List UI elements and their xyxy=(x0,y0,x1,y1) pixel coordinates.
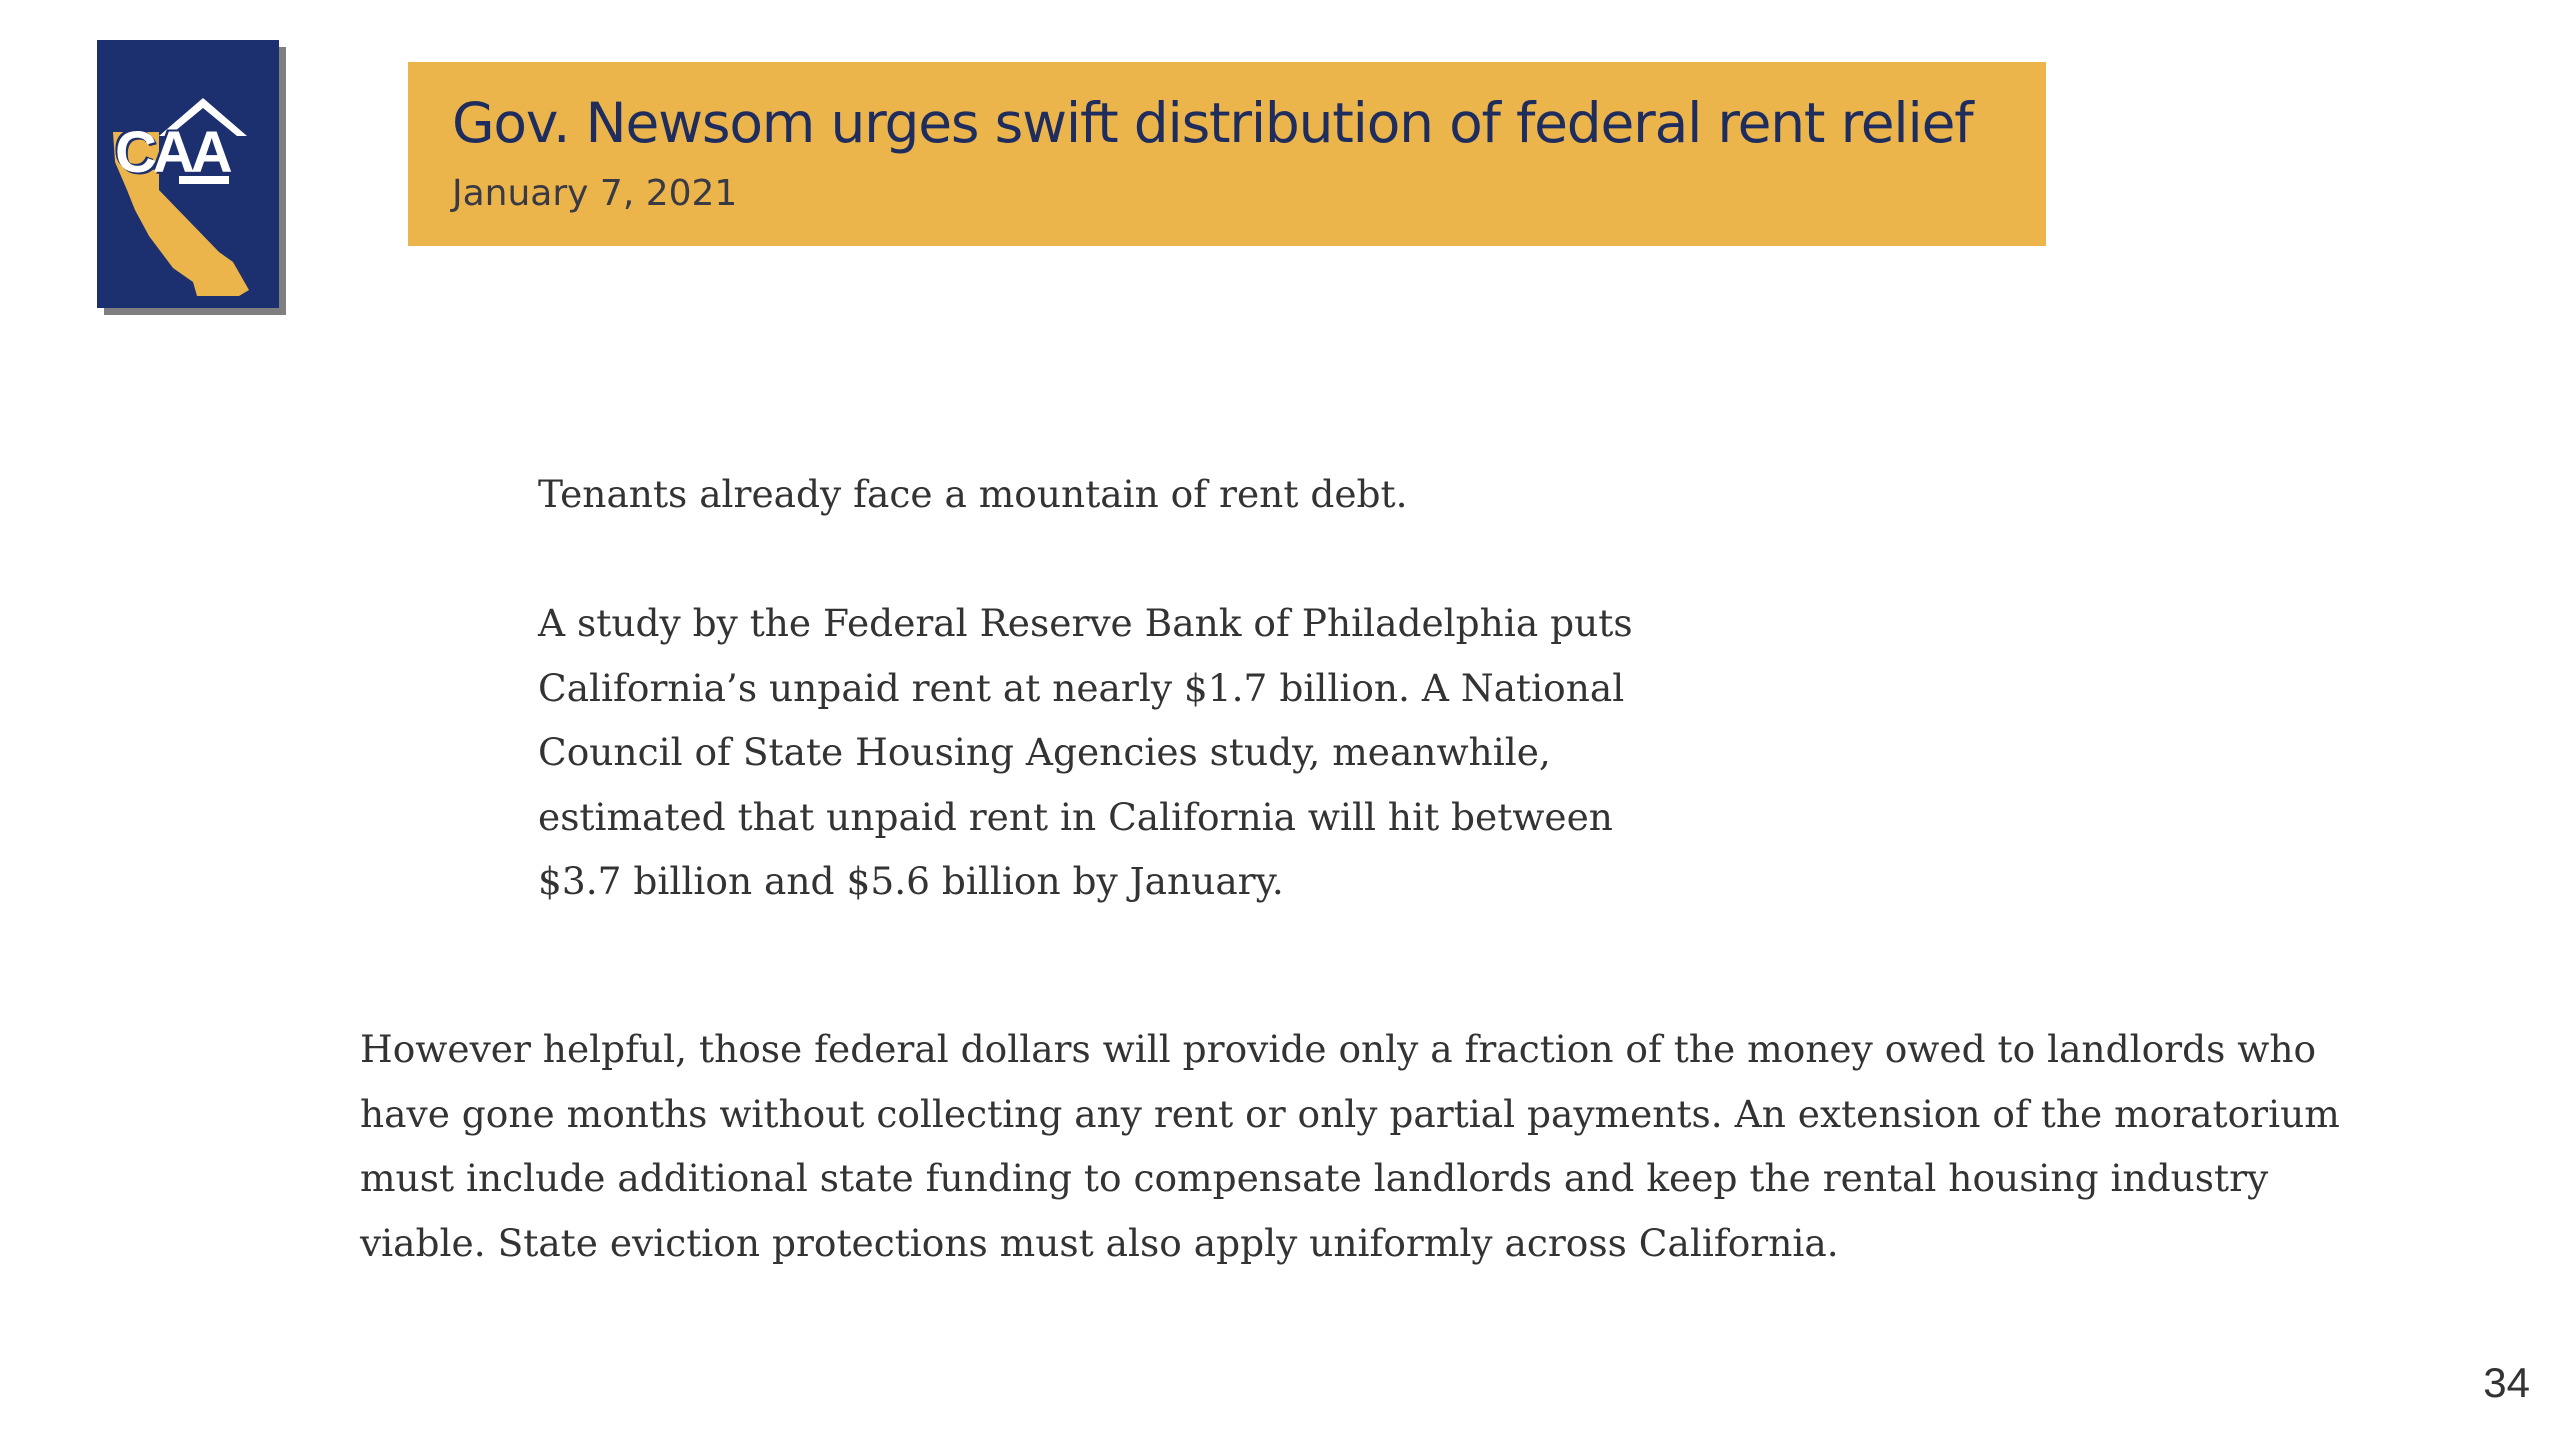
page-number: 34 xyxy=(2483,1359,2530,1406)
quote-paragraph-1: Tenants already face a mountain of rent debt. xyxy=(538,472,1408,516)
article-date: January 7, 2021 xyxy=(452,173,738,214)
logo-text: CAA xyxy=(115,120,229,185)
caa-logo xyxy=(97,40,279,308)
article-title: Gov. Newsom urges swift distribution of federal rent relief xyxy=(452,91,1973,155)
body-paragraph: However helpful, those federal dollars will provide only a fraction of the money owed to landlords who have gone months without collecting any rent or only partial payments. An extension of the moratorium must include additional state funding to compensate landlords and keep the rental housing industry viable. State eviction protections must also apply uniformly across California. xyxy=(360,1027,2340,1265)
quote-block xyxy=(538,462,1678,914)
quote-paragraph-2: A study by the Federal Reserve Bank of Philadelphia puts California’s unpaid rent at nearly $1.7 billion. A National Council of State Housing Agencies study, meanwhile, estimated that unpaid rent in California will hit between $3.7 billion and $5.6 billion by January. xyxy=(538,601,1633,903)
header-banner xyxy=(408,62,2046,246)
